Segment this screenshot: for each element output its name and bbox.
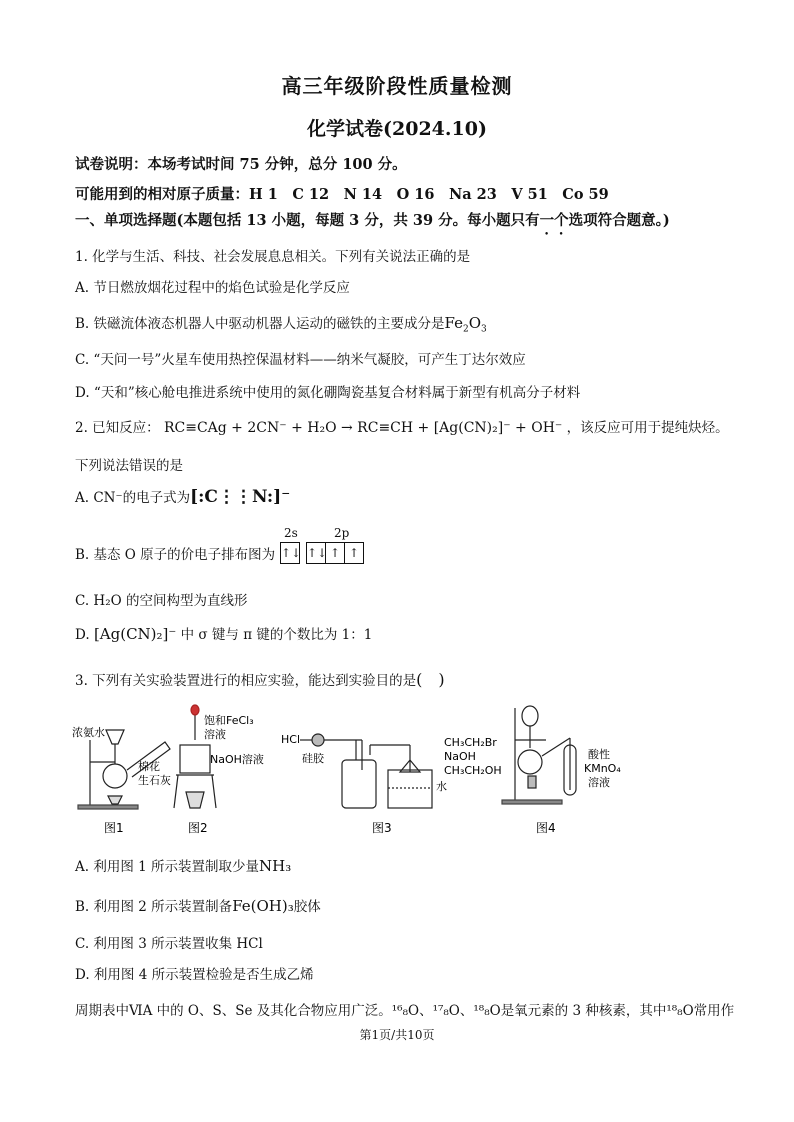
- fig4-label-ethanol: CH₃CH₂OH: [444, 764, 502, 777]
- q2-reaction: RC≡CAg + 2CN⁻ + H₂O → RC≡CH + [Ag(CN)₂]⁻ + OH⁻: [163, 420, 563, 436]
- q1-option-b-text: B. 铁磁流体液态机器人中驱动机器人运动的磁铁的主要成分是: [75, 316, 445, 332]
- fig-caption-1: 图1: [104, 821, 124, 835]
- passage-isotope18: ¹⁸₈O: [666, 1003, 694, 1019]
- q3-option-b-suffix: 胶体: [293, 899, 321, 915]
- fig3-label-water: 水: [436, 780, 447, 793]
- fig-caption-2: 图2: [188, 821, 208, 835]
- fig4-label-solution: 溶液: [588, 776, 610, 789]
- orbital-2s-label: 2s: [284, 526, 298, 540]
- q3-option-a-formula: NH₃: [259, 857, 292, 875]
- q2-option-a-formula: [:C⋮⋮N:]⁻: [190, 487, 291, 507]
- q2-stem-suffix: ，该反应可用于提纯炔烃。: [566, 420, 729, 436]
- fig1-label-cotton: 棉花: [138, 760, 160, 773]
- fig2-label-naoh: NaOH溶液: [210, 753, 264, 766]
- fig4-label-bromoethane: CH₃CH₂Br: [444, 736, 497, 749]
- orbital-box-2s: ↑↓: [280, 542, 300, 564]
- q3-option-b-formula: Fe(OH)₃: [232, 897, 294, 915]
- passage-mid: 是氧元素的 3 种核素，其中: [500, 1003, 667, 1019]
- q2-option-a: [75, 486, 290, 507]
- q2-stem2: 下列说法错误的是: [75, 458, 183, 474]
- exam-note: 试卷说明：本场考试时间 75 分钟，总分 100 分。: [75, 156, 407, 173]
- fig2-label-solution: 溶液: [204, 728, 226, 741]
- fig4-label-kmno4: KMnO₄: [584, 762, 621, 775]
- section-heading-prefix: 一、单项选择题(本题包括 13 小题，每题 3 分，共 39 分。每小题只有: [75, 212, 540, 229]
- section-heading-emph: 一个: [539, 212, 569, 229]
- passage: [75, 999, 734, 1019]
- q2-option-d: [75, 623, 372, 643]
- orbital-box-2p-3: ↑: [345, 542, 364, 564]
- q1-option-a: A. 节日燃放烟花过程中的焰色试验是化学反应: [75, 280, 350, 296]
- q1-option-b: B. 铁磁流体液态机器人中驱动机器人运动的磁铁的主要成分是$Fe_2O_3$: [75, 314, 487, 335]
- q2-stem-prefix: 2. 已知反应：: [75, 420, 160, 436]
- q1-option-c: C. “天问一号”火星车使用热控保温材料——纳米气凝胶，可产生丁达尔效应: [75, 352, 526, 368]
- page-number: 第1页/共10页: [359, 1028, 435, 1042]
- fig1-label-lime: 生石灰: [138, 774, 171, 787]
- passage-prefix: 周期表中ⅥA 中的 O、S、Se 及其化合物应用广泛。: [75, 1003, 392, 1019]
- orbital-2p-label: 2p: [334, 526, 350, 540]
- fig-caption-4: 图4: [536, 821, 556, 835]
- q2-option-a-text: A. CN⁻的电子式为: [75, 490, 191, 506]
- orbital-diagram: [280, 528, 364, 564]
- q3-option-b: [75, 895, 321, 915]
- q1-stem: 1. 化学与生活、科技、社会发展息息相关。下列有关说法正确的是: [75, 249, 471, 265]
- section-heading: [75, 209, 670, 238]
- q2-option-c: C. H₂O 的空间构型为直线形: [75, 593, 248, 609]
- orbital-box-2p-2: ↑: [326, 542, 345, 564]
- q2-option-d-formula: [Ag(CN)₂]⁻: [93, 625, 177, 643]
- q3-option-d: D. 利用图 4 所示装置检验是否生成乙烯: [75, 967, 314, 983]
- passage-isotopes: ¹⁶₈O、¹⁷₈O、¹⁸₈O: [391, 1003, 501, 1019]
- section-heading-suffix: 选项符合题意。): [568, 212, 670, 229]
- q3-option-a: [75, 855, 291, 875]
- q2-option-b: B. 基态 O 原子的价电子排布图为: [75, 547, 276, 563]
- fig4-label-acidic: 酸性: [588, 748, 610, 761]
- q3-paren: ( ): [416, 670, 445, 689]
- page-title: 高三年级阶段性质量检测: [281, 74, 513, 98]
- q3-option-a-text: A. 利用图 1 所示装置制取少量: [75, 859, 260, 875]
- q2-stem: [75, 416, 729, 436]
- q2-option-d-label: D.: [75, 627, 90, 643]
- q1-option-b-formula: Fe: [444, 314, 463, 332]
- q2-option-d-text: 中 σ 键与 π 键的个数比为 1：1: [180, 627, 373, 643]
- q3-stem-text: 3. 下列有关实验装置进行的相应实验，能达到实验目的是: [75, 673, 417, 689]
- q3-option-c: C. 利用图 3 所示装置收集 HCl: [75, 936, 263, 952]
- orbital-box-2p-1: ↑↓: [306, 542, 326, 564]
- atomic-masses: 可能用到的相对原子质量：H 1 C 12 N 14 O 16 Na 23 V 51 Co 59: [75, 186, 609, 203]
- fig2-label-fecl3: 饱和FeCl₃: [204, 714, 254, 727]
- q1-option-d: D. “天和”核心舱电推进系统中使用的氮化硼陶瓷基复合材料属于新型有机高分子材料: [75, 385, 581, 401]
- passage-suffix: 常用作: [693, 1003, 735, 1019]
- fig3-label-silica: 硅胶: [302, 752, 324, 765]
- fig3-label-hcl: HCl: [281, 733, 301, 746]
- fig1-label-ammonia: 浓氨水: [72, 726, 105, 739]
- fig4-label-naoh: NaOH: [444, 750, 476, 763]
- page-subtitle: 化学试卷(2024.10): [307, 118, 487, 140]
- apparatus-figures: [70, 700, 630, 840]
- fig-caption-3: 图3: [372, 821, 392, 835]
- q3-option-b-text: B. 利用图 2 所示装置制备: [75, 899, 233, 915]
- q3-stem: [75, 667, 445, 690]
